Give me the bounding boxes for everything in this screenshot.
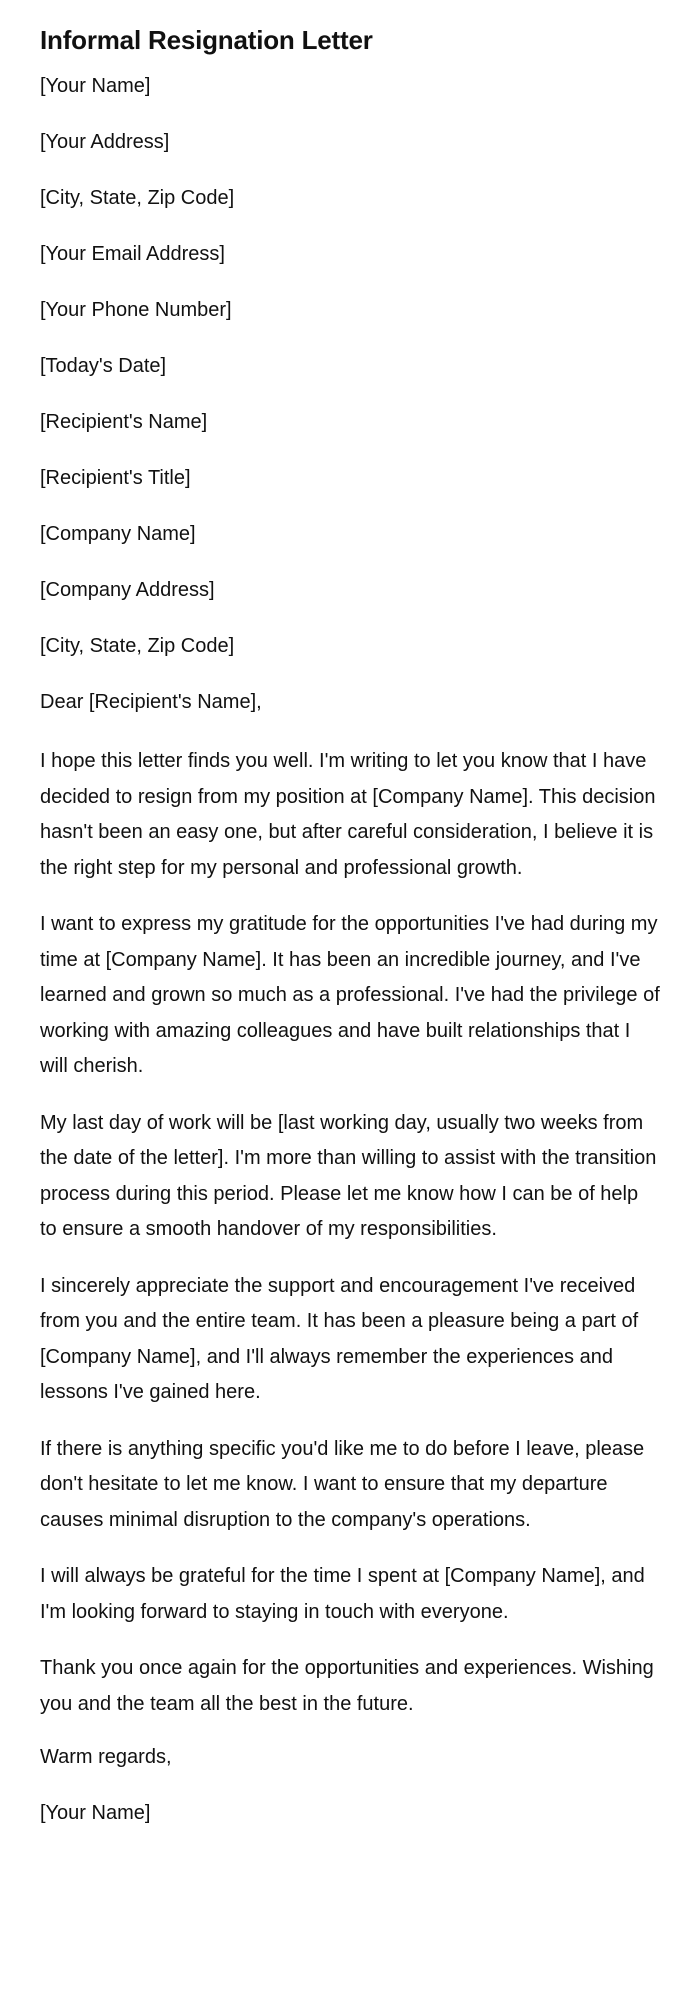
body-paragraph: I hope this letter finds you well. I'm writing to let you know that I have decided to resign from my position at [Company Name]. This decision hasn't been an easy one, but after careful consideration, I believe it is the right step for my personal and professional growth. bbox=[40, 750, 656, 879]
closing: Warm regards, bbox=[40, 1746, 172, 1768]
page-title: Informal Resignation Letter bbox=[40, 25, 373, 55]
recipient-company-address: [Company Address] bbox=[40, 579, 215, 601]
sender-city-state-zip: [City, State, Zip Code] bbox=[40, 187, 235, 209]
body-paragraph: I sincerely appreciate the support and encouragement I've received from you and the entire team. It has been a pleasure being a part of [Company Name], and I'll always remember the experiences and lessons I've gained here. bbox=[40, 1274, 639, 1403]
body-paragraph: If there is anything specific you'd like me to do before I leave, please don't hesitate to let me know. I want to ensure that my departure causes minimal disruption to the company's operations. bbox=[40, 1437, 645, 1531]
signature: [Your Name] bbox=[40, 1802, 151, 1824]
body-paragraph: Thank you once again for the opportunities and experiences. Wishing you and the team all the best in the future. bbox=[40, 1657, 654, 1715]
letter-date: [Today's Date] bbox=[40, 355, 167, 377]
recipient-name: [Recipient's Name] bbox=[40, 411, 208, 433]
sender-name: [Your Name] bbox=[40, 75, 151, 97]
sender-phone: [Your Phone Number] bbox=[40, 299, 232, 321]
body-paragraph: I will always be grateful for the time I spent at [Company Name], and I'm looking forward to staying in touch with everyone. bbox=[40, 1565, 645, 1623]
body-paragraph: My last day of work will be [last working day, usually two weeks from the date of the letter]. I'm more than willing to assist with the transition process during this period. Please let me know how I can be of help to ensure a smooth handover of my responsibilities. bbox=[40, 1111, 657, 1240]
body-paragraph: I want to express my gratitude for the opportunities I've had during my time at [Company Name]. It has been an incredible journey, and I've learned and grown so much as a professional. I've had the privilege of working with amazing colleagues and have built relationships that I will cherish. bbox=[40, 913, 660, 1077]
salutation: Dear [Recipient's Name], bbox=[40, 691, 262, 713]
recipient-city-state-zip: [City, State, Zip Code] bbox=[40, 635, 235, 657]
sender-address: [Your Address] bbox=[40, 131, 170, 153]
recipient-company: [Company Name] bbox=[40, 523, 196, 545]
sender-email: [Your Email Address] bbox=[40, 243, 225, 265]
recipient-title: [Recipient's Title] bbox=[40, 467, 191, 489]
